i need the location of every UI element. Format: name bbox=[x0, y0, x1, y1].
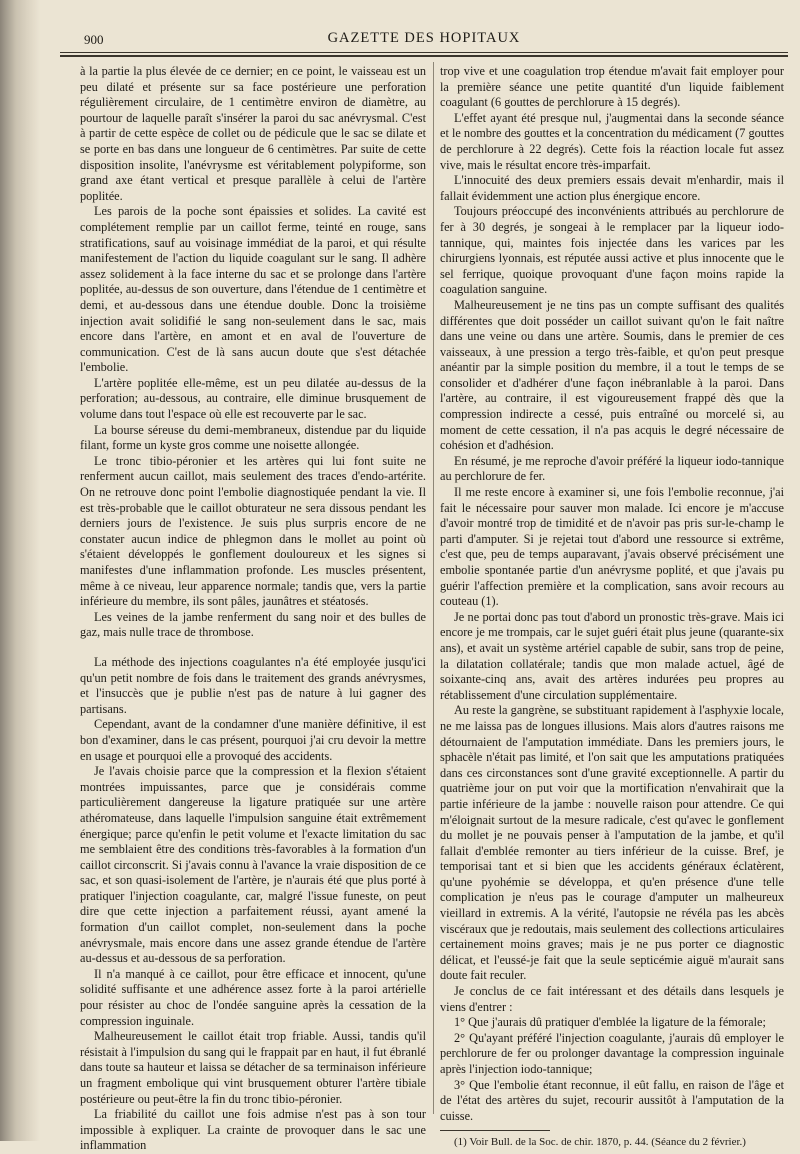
paragraph: Les parois de la poche sont épaissies et solides. La cavité est complétement remplie par un caillot ferme, teinté en rouge, sans stratifications, sauf au voisinage immédiat de la paroi, et qui résulte manifestement de l'action du liquide coagulant sur le sang. Il adhère assez solidement à la face interne du sac et se prolonge dans l'artère poplitée, au-dessus de son ouverture, dans l'étendue de 1 centimètre et demi, et au-dessous dans une étendue double. Donc la troisième injection avait solidifié le sang non-seulement dans le sac, mais encore dans l'artère, en amont et en aval de l'ouverture de communication. C'est de là sans aucun doute que s'est détachée l'embolie. bbox=[80, 204, 426, 375]
journal-title: GAZETTE DES HOPITAUX bbox=[327, 30, 521, 46]
paragraph: L'effet ayant été presque nul, j'augmentai dans la seconde séance et le nombre des gouttes et la concentration du médicament (7 gouttes de perchlorure à 22 degrés). Cette fois la réaction locale fut assez vive, mais le résultat encore très-imparfait. bbox=[440, 110, 784, 172]
paragraph: L'artère poplitée elle-même, est un peu dilatée au-dessus de la perforation; au-dessous, au contraire, elle diminue brusquement de volume dans tout l'espace où elle est recouverte par le sac. bbox=[80, 375, 426, 422]
page-edge-shadow bbox=[0, 0, 40, 1141]
paragraph: Malheureusement le caillot était trop friable. Aussi, tandis qu'il résistait à l'impulsion du sang qui le frappait par en haut, il fut ébranlé dans toute sa hauteur et laissa se détacher de sa terminaison inférieure un fragment embolique qui vint brusquement obturer l'artère tibiale postérieure ou peut-être la fin du tronc tibio-péronier. bbox=[80, 1029, 426, 1106]
column-divider bbox=[433, 62, 434, 1114]
paragraph: Cependant, avant de la condamner d'une manière définitive, il est bon d'examiner, dans le cas présent, pourquoi j'ai cru devoir la mettre en usage et pourquoi elle a provoqué des accidents. bbox=[80, 717, 426, 763]
right-column bbox=[440, 64, 784, 1149]
paragraph: En résumé, je me reproche d'avoir préféré la liqueur iodo-tannique au perchlorure de fer. bbox=[440, 453, 784, 484]
paragraph: 1° Que j'aurais dû pratiquer d'emblée la ligature de la fémorale; bbox=[454, 1015, 766, 1030]
paragraph: La bourse séreuse du demi-membraneux, distendue par du liquide filant, forme un kyste gros comme une noisette allongée. bbox=[80, 422, 426, 453]
paragraph: Je l'avais choisie parce que la compression et la flexion s'étaient montrées impuissantes, parce que je considérais comme particulièrement dangereuse la ligature pratiquée sur une artère athéromateuse, dans laquelle l'impulsion sanguine était extrêmement énergique; parce qu'enfin le petit volume et l'exacte limitation du sac me semblaient être des conditions très-favorables à la formation d'un caillot circonscrit. Si j'avais connu à l'avance la vraie disposition de ce sac, et son quasi-isolement de l'artère, je n'aurais été que plus porté à pratiquer l'injection coagulante, car, malgré l'issue funeste, on peut dire que cette injection a parfaitement réussi, ayant amené la formation d'un caillot complet, non-seulement dans la poche anévrysmale, mais encore dans une assez grande étendue de l'artère au-dessus et au-dessous de sa perforation. bbox=[80, 764, 426, 966]
left-column bbox=[80, 64, 426, 1154]
paragraph: La méthode des injections coagulantes n'a été employée jusqu'ici qu'un petit nombre de fois dans le traitement des grands anévrysmes, et l'insuccès que je publie n'est pas de nature à lui gagner des partisans. bbox=[80, 654, 426, 716]
page-number: 900 bbox=[84, 32, 104, 47]
footnote: (1) Voir Bull. de la Soc. de chir. 1870, p. 44. (Séance du 2 février.) bbox=[454, 1136, 746, 1149]
paragraph: La friabilité du caillot une fois admise n'est pas à son tour impossible à expliquer. La crainte de provoquer dans le sac une inflammation bbox=[80, 1107, 426, 1153]
paragraph: 3° Que l'embolie étant reconnue, il eût fallu, en raison de l'âge et de l'état des artères du sujet, recourir aussitôt à l'amputation de la cuisse. bbox=[440, 1077, 784, 1123]
paragraph: Je conclus de ce fait intéressant et des détails dans lesquels je viens d'entrer : bbox=[440, 984, 784, 1014]
paragraph: L'innocuité des deux premiers essais devait m'enhardir, mais il fallait évidemment une action plus énergique encore. bbox=[440, 173, 784, 203]
paragraph: Il me reste encore à examiner si, une fois l'embolie reconnue, j'ai fait le nécessaire pour sauver mon malade. Ici encore je m'accuse d'avoir montré trop de timidité et de n'avoir pas pris sur-le-champ le parti d'amputer. Si je rejetai tout d'abord une ressource si extrême, c'est que, peu de temps auparavant, j'avais observé précisément une embolie spontanée partie d'un anévrysme poplité, et que j'avais pu guérir l'affection première et la complication, sans avoir recours au couteau (1). bbox=[440, 485, 784, 609]
paragraph: Toujours préoccupé des inconvénients attribués au perchlorure de fer à 30 degrés, je songeai à le remplacer par la liqueur iodo-tannique, qui, maintes fois injectée dans les varices par les chirurgiens lyonnais, est réputée aussi active et plus innocente que le sel ferrique, quoique provoquant d'une façon moins rapide la coagulation sanguine. bbox=[440, 204, 784, 297]
header-rule-thick bbox=[60, 55, 788, 57]
paragraph: à la partie la plus élevée de ce dernier; en ce point, le vaisseau est un peu dilaté et présente sur sa face postérieure une perforation régulièrement circulaire, de 1 centimètre environ de diamètre, au pourtour de laquelle paraît s'insérer la paroi du sac anévrysmal. C'est à partir de cette espèce de collet ou de pédicule que le sac se dilate et se porte en bas dans une longueur de 6 centimètres. Par suite de cette disposition insolite, l'anévrysme est véritablement polypiforme, son grand axe étant vertical et presque parallèle à celui de l'artère poplitée. bbox=[80, 64, 426, 203]
page-header bbox=[60, 20, 788, 54]
paragraph: Au reste la gangrène, se substituant rapidement à l'asphyxie locale, ne me laissa pas de longues illusions. Mais alors d'autres raisons me détournaient de l'amputation immédiate. Dans les premiers jours, le sphacèle n'était pas limité, et l'on sait que les amputations pratiquées dans ces circonstances sont d'une gravité exceptionnelle. A partir du quatrième jour on put voir que la mortification n'envahirait que la partie inférieure de la jambe : nouvelle raison pour attendre. Ce qui m'éloignait surtout de la mesure radicale, c'est qu'avec le gonflement du mollet je ne pouvais penser à l'amputation de la jambe, et qu'il fallait d'emblée remonter au tiers inférieur de la cuisse. Bref, je temporisai tant et si bien que les accidents généraux éclatèrent, qu'une pyohémie se développa, et qu'en présence d'une telle complication je n'eus pas le courage d'amputer un malheureux vieillard in extremis. A la vérité, l'autopsie ne révéla pas les abcès viscéraux que je redoutais, mais seulement des collections articulaires certainement moins graves; mais je ne pus porter ce diagnostic délicat, et l'eussé-je fait que la seule septicémie aiguë m'aurait sans doute fait reculer. bbox=[440, 703, 784, 983]
footnote-rule bbox=[440, 1130, 550, 1131]
paragraph: Il n'a manqué à ce caillot, pour être efficace et innocent, qu'une solidité suffisante et une adhérence assez forte à la paroi artérielle pour résister au choc de l'ondée sanguine après la cessation de la compression inguinale. bbox=[80, 966, 426, 1028]
paragraph: Je ne portai donc pas tout d'abord un pronostic très-grave. Mais ici encore je me trompais, car le sujet guéri était plus jeune (quarante-six ans), et avait un système artériel capable de subir, sans trop de peine, la dilatation collatérale; tandis que mon malade actuel, âgé de soixante-cinq ans, avait des artères indurées peu propres au rétablissement d'une circulation supplémentaire. bbox=[440, 609, 784, 702]
paragraph: trop vive et une coagulation trop étendue m'avait fait employer pour la première séance une petite quantité d'un liquide faiblement coagulant (6 gouttes de perchlorure à 15 degrés). bbox=[440, 64, 784, 110]
paragraph: Le tronc tibio-péronier et les artères qui lui font suite ne renferment aucun caillot, mais seulement des traces d'endo-artérite. On ne retrouve donc point l'embolie diagnostiquée pendant la vie. Il est très-probable que le caillot obturateur ne sera dissous pendant les derniers jours de l'existence. Je suis plus surpris encore de ne constater aucun indice de phlegmon dans le mollet au point où s'étaient développés le gonflement douloureux et les signes si manifestes d'une inflammation profonde. Les muscles présentent, même à ce niveau, leur apparence normale; tandis que, vers la partie inférieure du membre, ils sont pâles, jaunâtres et stéatosés. bbox=[80, 453, 426, 609]
header-rule bbox=[60, 52, 788, 53]
paragraph: 2° Qu'ayant préféré l'injection coagulante, j'aurais dû employer le perchlorure de fer ou prolonger davantage la compression inguinale après l'injection iodo-tannique; bbox=[440, 1030, 784, 1076]
paragraph: Malheureusement je ne tins pas un compte suffisant des qualités différentes que doit posséder un caillot suivant qu'on le fait naître dans une veine ou dans une artère. Soumis, dans le premier de ces vaisseaux, à une pression a tergo très-faible, et qu'on peut presque anéantir par la simple position du membre, il a tout le temps de se consolider et d'adhérer d'une façon inébranlable à la paroi. Dans l'artère, au contraire, il est vigoureusement frappé dès que la compression indirecte a cessé, puis entraîné ou morcelé si, au moment de cette cessation, il n'a pas acquis le degré nécessaire de cohésion et d'adhésion. bbox=[440, 297, 784, 453]
paragraph: Les veines de la jambe renferment du sang noir et des bulles de gaz, mais nulle trace de thrombose. bbox=[80, 609, 426, 640]
